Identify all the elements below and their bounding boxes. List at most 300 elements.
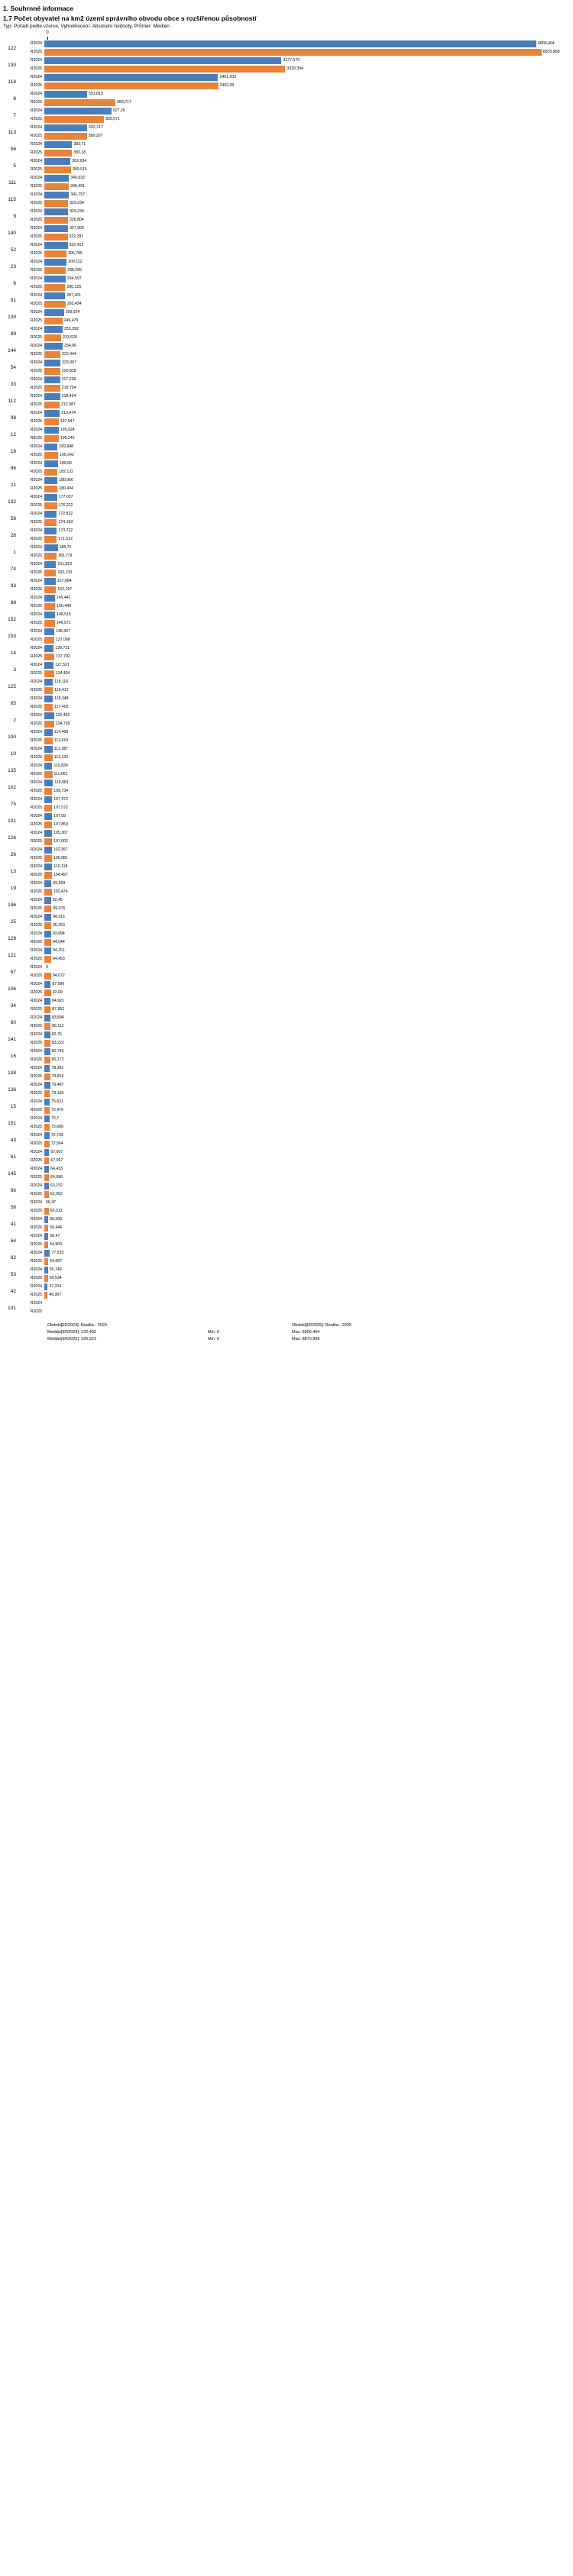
bar-segment[interactable] [44, 796, 52, 803]
chart-row [0, 174, 565, 191]
bar-track [44, 863, 565, 871]
bar-value-label: 213,474 [61, 411, 76, 415]
bar-segment[interactable] [44, 66, 285, 73]
bar-segment[interactable] [44, 528, 57, 534]
chart-row [0, 661, 565, 678]
bar-segment[interactable] [44, 1073, 50, 1080]
bar-segment[interactable] [44, 805, 52, 812]
bar-track [44, 1165, 565, 1173]
bar-track [44, 686, 565, 695]
bar-value-label: 269,924 [65, 310, 80, 315]
row-category-label: 19 [10, 885, 16, 891]
chart-row [0, 258, 565, 275]
bar-value-label: 138,367 [56, 629, 70, 634]
chart-row [0, 493, 565, 510]
chart-row [0, 409, 565, 426]
row-category-label: 15 [10, 1103, 16, 1109]
bar-segment[interactable] [44, 124, 87, 131]
bar-track [44, 770, 565, 779]
row-category-label: 140 [8, 230, 16, 236]
bar-value-label: 927,26 [112, 108, 125, 113]
bar-track [44, 619, 565, 628]
bar-segment[interactable] [44, 99, 115, 106]
bar-segment[interactable] [44, 754, 53, 761]
bar-segment[interactable] [44, 1015, 50, 1022]
bar-segment[interactable] [44, 1023, 50, 1030]
bar-track [44, 384, 565, 392]
bar-segment[interactable] [44, 368, 60, 375]
row-year-label: R2024 [30, 1217, 42, 1222]
row-category-label: 129 [8, 935, 16, 941]
bar-segment[interactable] [44, 620, 55, 627]
bar-segment[interactable] [44, 108, 112, 115]
bar-track [44, 48, 565, 56]
bar-value-label: 64,686 [50, 1175, 63, 1180]
bar-segment[interactable] [44, 939, 51, 946]
bar-segment[interactable] [44, 1048, 50, 1055]
bar-segment[interactable] [44, 780, 53, 786]
bar-track [44, 409, 565, 418]
bar-value-label: 172,822 [58, 512, 73, 516]
row-year-label: R2025 [30, 1242, 42, 1247]
bar-segment[interactable] [44, 931, 51, 938]
bar-segment[interactable] [44, 360, 60, 366]
bar-segment[interactable] [44, 981, 50, 988]
bar-segment[interactable] [44, 57, 281, 64]
bar-segment[interactable] [44, 847, 52, 854]
bar-segment[interactable] [44, 956, 51, 963]
bar-track [44, 1207, 565, 1215]
bar-segment[interactable] [44, 494, 57, 501]
bar-segment[interactable] [44, 502, 57, 509]
bar-track [44, 880, 565, 888]
bar-segment[interactable] [44, 393, 60, 400]
bar-segment[interactable] [44, 645, 53, 652]
row-category-label: 61 [10, 1154, 16, 1160]
bar-segment[interactable] [44, 40, 536, 47]
bar-track [44, 1022, 565, 1031]
bar-segment[interactable] [44, 1099, 50, 1106]
bar-track [44, 224, 565, 233]
bar-value-label: 171,512 [58, 537, 73, 541]
bar-value-label: 383,18 [73, 150, 86, 155]
row-year-label: R2024 [30, 478, 42, 483]
bar-segment[interactable] [44, 553, 57, 560]
row-year-label: R2024 [30, 680, 42, 684]
row-year-label: R2025 [30, 638, 42, 642]
row-year-label: R2024 [30, 579, 42, 583]
bar-segment[interactable] [44, 1132, 50, 1139]
bar-segment[interactable] [44, 570, 56, 576]
row-category-label: 9 [13, 213, 16, 219]
bar-segment[interactable] [44, 889, 52, 896]
bar-value-label: 218,754 [61, 386, 76, 390]
row-year-label: R2024 [30, 1032, 42, 1037]
row-year-label: R2024 [30, 931, 42, 936]
bar-segment[interactable] [44, 696, 53, 702]
bar-value-label: 182,132 [59, 470, 74, 474]
row-category-label: 23 [10, 263, 16, 270]
row-year-label: R2024 [30, 108, 42, 113]
bar-segment[interactable] [44, 166, 71, 173]
bar-segment[interactable] [44, 897, 51, 904]
bar-track [44, 233, 565, 241]
bar-track [44, 997, 565, 1006]
bar-segment[interactable] [44, 872, 52, 879]
row-year-label: R2024 [30, 1167, 42, 1171]
row-year-label: R2024 [30, 58, 42, 63]
bar-segment[interactable] [44, 242, 68, 249]
bar-track [44, 737, 565, 745]
row-year-label: R2025 [30, 772, 42, 776]
bar-segment[interactable] [44, 830, 52, 837]
bar-segment[interactable] [44, 654, 54, 660]
bar-segment[interactable] [44, 561, 56, 568]
bar-segment[interactable] [44, 385, 60, 392]
row-category-label: 126 [8, 834, 16, 841]
row-year-label: R2024 [30, 75, 42, 79]
bar-segment[interactable] [44, 208, 68, 215]
bar-segment[interactable] [44, 880, 51, 887]
bar-segment[interactable] [44, 864, 52, 870]
bar-segment[interactable] [44, 704, 53, 711]
bar-track [44, 1266, 565, 1274]
bar-segment[interactable] [44, 116, 104, 123]
bar-track [44, 661, 565, 670]
bar-value-label: 189,58 [59, 461, 72, 466]
chart-row [0, 611, 565, 628]
bar-segment[interactable] [44, 49, 542, 56]
bar-segment[interactable] [44, 460, 58, 467]
bar-value-label: 108,734 [53, 789, 69, 793]
bar-segment[interactable] [44, 259, 66, 266]
row-year-label: R2025 [30, 940, 42, 944]
chart-row [0, 829, 565, 846]
chart-row [0, 896, 565, 913]
row-category-label: 7 [13, 112, 16, 118]
bar-segment[interactable] [44, 469, 57, 476]
chart-row [0, 1299, 565, 1316]
bar-track [44, 964, 565, 972]
bar-segment[interactable] [44, 444, 57, 450]
bar-track [44, 712, 565, 720]
bar-segment[interactable] [44, 628, 54, 635]
bar-segment[interactable] [44, 250, 66, 257]
bar-segment[interactable] [44, 771, 53, 778]
bar-segment[interactable] [44, 158, 70, 165]
bar-value-label: 113,919 [53, 738, 69, 743]
bar-value-label: 107,59 [53, 814, 66, 818]
bar-segment[interactable] [44, 578, 56, 585]
bar-segment[interactable] [44, 687, 53, 694]
bar-value-label: 92,69 [52, 990, 63, 995]
row-year-label: R2024 [30, 663, 42, 667]
bar-segment[interactable] [44, 292, 65, 299]
row-year-label: R2024 [30, 92, 42, 96]
bar-value-label: 233,528 [63, 335, 77, 340]
row-year-label: R2025 [30, 822, 42, 827]
bar-segment[interactable] [44, 301, 66, 308]
bar-track [44, 577, 565, 586]
bar-value-label: 180,966 [59, 478, 73, 483]
row-year-label: R2024 [30, 747, 42, 751]
row-year-label: R2025 [30, 738, 42, 743]
bar-segment[interactable] [44, 544, 58, 551]
bar-segment[interactable] [44, 175, 69, 182]
bar-segment[interactable] [44, 141, 72, 148]
row-category-label: 56 [10, 146, 16, 152]
bar-segment[interactable] [44, 662, 53, 669]
row-year-label: R2025 [30, 1259, 42, 1264]
bar-value-label: 56,446 [50, 1225, 63, 1230]
row-year-label: R2025 [30, 1041, 42, 1045]
bar-segment[interactable] [44, 712, 54, 719]
bar-track [44, 140, 565, 149]
bar-track [44, 947, 565, 955]
bar-segment[interactable] [44, 1090, 50, 1097]
row-year-label: R2025 [30, 318, 42, 323]
row-year-label: R2024 [30, 360, 42, 365]
bar-segment[interactable] [44, 1141, 50, 1148]
bar-value-label: 134,739 [55, 721, 70, 726]
bar-track [44, 1199, 565, 1207]
bar-value-label: 218,424 [61, 394, 76, 399]
bar-segment[interactable] [44, 402, 60, 408]
bar-segment[interactable] [44, 309, 64, 316]
bar-segment[interactable] [44, 838, 52, 845]
bar-segment[interactable] [44, 133, 87, 140]
chart-legend [0, 1322, 573, 1343]
bar-value-label: 67,067 [50, 1158, 63, 1163]
bar-segment[interactable] [44, 276, 66, 282]
bar-segment[interactable] [44, 788, 52, 795]
row-category-label: 2 [13, 717, 16, 723]
bar-track [44, 653, 565, 661]
bar-segment[interactable] [44, 183, 69, 190]
bar-track [44, 56, 565, 65]
row-year-label: R2024 [30, 881, 42, 886]
bar-track [44, 829, 565, 838]
bar-segment[interactable] [44, 1006, 50, 1013]
legend-min-2025: Min: 0 [208, 1337, 219, 1341]
bar-track [44, 1140, 565, 1148]
bar-value-label: 6870,968 [542, 50, 560, 54]
bar-segment[interactable] [44, 519, 57, 526]
bar-segment[interactable] [44, 477, 57, 484]
bar-segment[interactable] [44, 536, 57, 543]
row-category-label: 3 [13, 667, 16, 673]
row-year-label: R2025 [30, 554, 42, 558]
bar-segment[interactable] [44, 729, 53, 736]
bar-segment[interactable] [44, 679, 53, 686]
bar-segment[interactable] [44, 670, 54, 677]
bar-segment[interactable] [44, 343, 63, 350]
row-category-label: 96 [10, 465, 16, 471]
bar-track [44, 434, 565, 443]
bar-segment[interactable] [44, 435, 59, 442]
bar-track [44, 1299, 565, 1308]
bar-segment[interactable] [44, 82, 219, 89]
row-year-label: R2024 [30, 864, 42, 869]
bar-value-label: 287,401 [66, 293, 81, 298]
bar-segment[interactable] [44, 1115, 50, 1122]
bar-value-label: 46,307 [49, 1293, 62, 1297]
chart-row [0, 292, 565, 308]
bar-value-label: 983,717 [117, 100, 131, 105]
bar-segment[interactable] [44, 855, 52, 862]
bar-segment[interactable] [44, 1250, 50, 1257]
bar-segment[interactable] [44, 586, 56, 593]
row-category-label: 18 [10, 448, 16, 454]
bar-track [44, 65, 565, 73]
chart-row [0, 90, 565, 107]
bar-track [44, 720, 565, 728]
bar-segment[interactable] [44, 452, 58, 459]
bar-value-label: 293,434 [66, 302, 82, 306]
bar-segment[interactable] [44, 973, 51, 980]
bar-segment[interactable] [44, 637, 54, 644]
row-category-label: 21 [10, 482, 16, 488]
bar-segment[interactable] [44, 91, 87, 98]
bar-track [44, 90, 565, 98]
bar-track [44, 1232, 565, 1241]
row-year-label: R2024 [30, 142, 42, 147]
bar-segment[interactable] [44, 225, 68, 232]
row-year-label: R2025 [30, 218, 42, 222]
chart-row [0, 863, 565, 880]
bar-value-label: 254,96 [64, 344, 77, 348]
bar-segment[interactable] [44, 603, 55, 610]
bar-segment[interactable] [44, 318, 63, 324]
bar-value-label: 92,45 [52, 898, 63, 902]
row-year-label: R2024 [30, 629, 42, 634]
bar-segment[interactable] [44, 376, 60, 383]
bar-value-label: 105,081 [53, 856, 68, 860]
bar-segment[interactable] [44, 1040, 50, 1047]
bar-track [44, 308, 565, 317]
bar-value-label: 340,632 [70, 176, 86, 180]
bar-segment[interactable] [44, 1031, 50, 1038]
bar-segment[interactable] [44, 192, 69, 199]
row-year-label: R2025 [30, 1057, 42, 1062]
bar-segment[interactable] [44, 418, 59, 425]
bar-track [44, 1006, 565, 1014]
bar-value-label: 73,689 [50, 1125, 63, 1129]
row-category-label: 58 [10, 515, 16, 521]
bar-track [44, 695, 565, 703]
bar-track [44, 594, 565, 602]
bar-segment[interactable] [44, 947, 51, 954]
bar-segment[interactable] [44, 326, 63, 333]
bar-segment[interactable] [44, 200, 68, 207]
bar-segment[interactable] [44, 334, 61, 341]
bar-segment[interactable] [44, 234, 68, 240]
bar-segment[interactable] [44, 922, 51, 929]
bar-track [44, 1148, 565, 1157]
row-year-label: R2024 [30, 713, 42, 718]
bar-value-label: 75,476 [51, 1108, 64, 1112]
bar-segment[interactable] [44, 427, 59, 434]
bar-segment[interactable] [44, 905, 51, 912]
bar-segment[interactable] [44, 721, 54, 728]
row-year-label: R2024 [30, 377, 42, 382]
bar-segment[interactable] [44, 511, 57, 518]
bar-segment[interactable] [44, 74, 218, 81]
bar-value-label: 309,112 [68, 260, 83, 264]
row-category-label: 74 [10, 566, 16, 572]
bar-value-label: 145,441 [56, 596, 71, 600]
bar-segment[interactable] [44, 595, 55, 602]
row-year-label: R2024 [30, 125, 42, 130]
chart-row [0, 140, 565, 157]
bar-value-label: 119,412 [54, 688, 69, 692]
bar-segment[interactable] [44, 351, 60, 358]
bar-track [44, 896, 565, 905]
bar-segment[interactable] [44, 217, 68, 224]
bar-segment[interactable] [44, 746, 53, 753]
bar-value-label: 329,234 [70, 209, 84, 214]
bar-segment[interactable] [44, 822, 52, 828]
bar-segment[interactable] [44, 738, 53, 744]
bar-value-label: 322,281 [69, 234, 84, 239]
bar-value-label: 87,852 [52, 1007, 65, 1012]
chart-row [0, 628, 565, 644]
row-year-label: R2025 [30, 906, 42, 911]
row-category-label: 121 [8, 952, 16, 958]
bar-segment[interactable] [44, 763, 52, 770]
row-category-label: 51 [10, 297, 16, 303]
bar-segment[interactable] [44, 284, 65, 291]
bar-segment[interactable] [44, 267, 66, 274]
bar-value-label: 94,453 [52, 957, 65, 961]
bar-segment[interactable] [44, 1124, 50, 1131]
bar-value-label: 199,024 [60, 428, 75, 432]
row-year-label: R2024 [30, 999, 42, 1003]
row-category-label: 101 [8, 818, 16, 824]
bar-segment[interactable] [44, 1057, 50, 1064]
bar-segment[interactable] [44, 150, 72, 157]
row-year-label: R2025 [30, 1175, 42, 1180]
row-year-label: R2025 [30, 873, 42, 877]
bar-track [44, 1241, 565, 1249]
bar-value-label: 329,234 [70, 201, 84, 205]
row-category-label: 98 [10, 415, 16, 421]
bar-segment[interactable] [44, 1107, 50, 1114]
chart-row [0, 241, 565, 258]
bar-value-label: 47,314 [49, 1284, 62, 1289]
row-year-label: R2025 [30, 1024, 42, 1028]
row-year-label: R2025 [30, 755, 42, 760]
bar-segment[interactable] [44, 486, 57, 492]
row-year-label: R2024 [30, 1015, 42, 1020]
bar-value-label: 383,71 [73, 142, 86, 147]
bar-segment[interactable] [44, 914, 51, 921]
bar-value-label: 134,434 [55, 671, 70, 676]
bar-segment[interactable] [44, 1065, 50, 1072]
row-category-label: 67 [10, 969, 16, 975]
row-category-label: 132 [8, 499, 16, 505]
bar-segment[interactable] [44, 410, 60, 417]
bar-segment[interactable] [44, 1082, 50, 1089]
bar-track [44, 636, 565, 644]
bar-segment[interactable] [44, 612, 55, 618]
bar-segment[interactable] [44, 998, 50, 1005]
bar-segment[interactable] [44, 813, 52, 820]
chart-row [0, 1064, 565, 1081]
row-category-label: 89 [10, 331, 16, 337]
bar-segment[interactable] [44, 989, 51, 996]
row-category-label: 34 [10, 1002, 16, 1009]
